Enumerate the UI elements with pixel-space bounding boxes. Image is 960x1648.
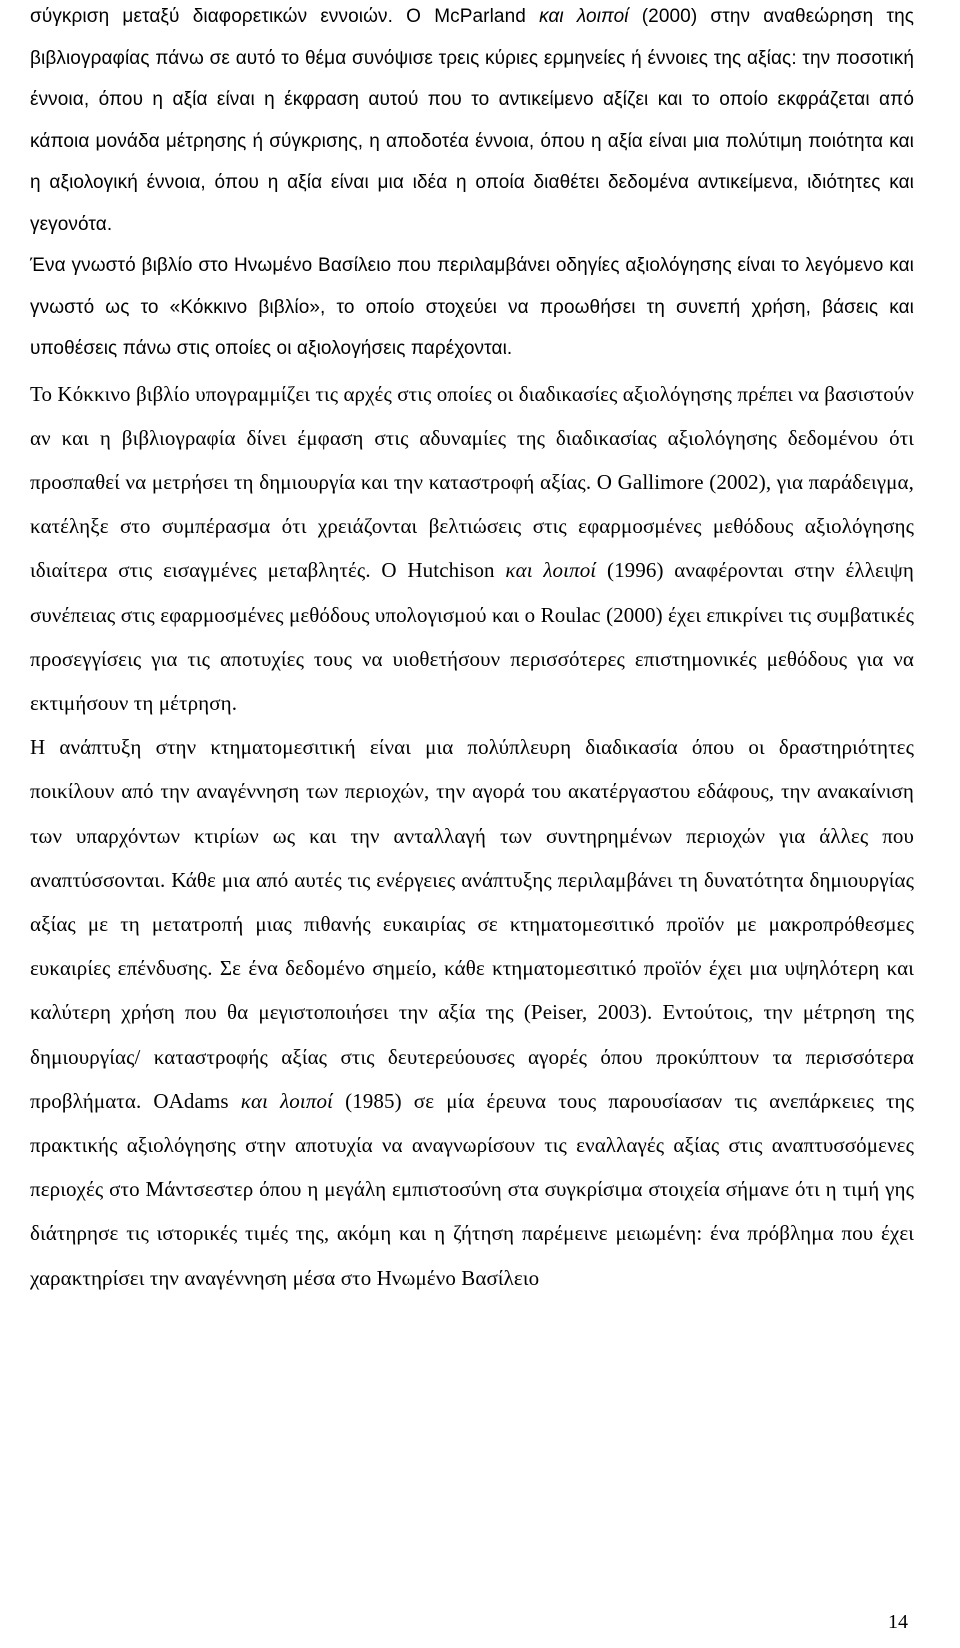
text-segment: (1996) αναφέρονται στην έλλειψη συνέπειας στις εφαρμοσμένες μεθόδους υπολογισμού και ο Roulac (2000) έχει επικρίνει τις συμβατικές προσεγγίσεις για τις αποτυχίες τους να υιοθετήσουν περισσότερες επιστημονικές μεθόδους για να εκτιμήσουν τη μέτρηση.	[30, 558, 914, 715]
italic-text-segment: και λοιποί	[240, 1088, 333, 1113]
text-segment: σύγκριση μεταξύ διαφορετικών εννοιών. Ο McParland	[30, 6, 540, 27]
text-segment: Η ανάπτυξη στην κτηματομεσιτική είναι μια πολύπλευρη διαδικασία όπου οι δραστηριότητες ποικίλουν από την αναγέννηση των περιοχών, την αγορά του ακατέργαστου εδάφους, την ανακαίνιση των υπαρχόντων κτιρίων ως και την ανταλλαγή των συντηρημένων περιοχών για άλλες που αναπτύσσονται. Κάθε μια από αυτές τις ενέργειες ανάπτυξης περιλαμβάνει τη δυνατότητα δημιουργίας αξίας με τη μετατροπή μιας πιθανής ευκαιρίας σε κτηματομεσιτικό προϊόν με μακροπρόθεσμες ευκαιρίες επένδυσης. Σε ένα δεδομένο σημείο, κάθε κτηματομεσιτικό προϊόν έχει μια υψηλότερη και καλύτερη χρήση που θα μεγιστοποιήσει την αξία της (Peiser, 2003). Εντούτοις, την μέτρηση της δημιουργίας/ καταστροφής αξίας στις δευτερεύουσες αγορές όπου προκύπτουν τα περισσότερα προβλήματα. ΟAdams	[30, 735, 914, 1113]
italic-text-segment: και λοιποί	[505, 558, 597, 583]
page-number: 14	[888, 1611, 908, 1633]
text-segment: Το Κόκκινο βιβλίο υπογραμμίζει τις αρχές στις οποίες οι διαδικασίες αξιολόγησης πρέπει να βασιστούν αν και η βιβλιογραφία δίνει έμφαση στις αδυναμίες της διαδικασίας αξιολόγησης δεδομένου ότι προσπαθεί να μετρήσει τη δημιουργία και την καταστροφή αξίας. Ο Gallimore (2002), για παράδειγμα, κατέληξε στο συμπέρασμα ότι χρειάζονται βελτιώσεις στις εφαρμοσμένες μεθόδους αξιολόγησης ιδιαίτερα στις εισαγμένες μεταβλητές. Ο Hutchison	[30, 381, 915, 583]
italic-text-segment: και λοιποί	[539, 6, 629, 27]
paragraph-real-estate-development	[30, 725, 914, 1300]
text-segment: (1985) σε μία έρευνα τους παρουσίασαν τις ανεπάρκειες της πρακτικής αξιολόγησης στην αποτυχία να αναγνωρίσουν τις εναλλαγές αξίας στις αναπτυσσόμενες περιοχές στο Μάντσεστερ όπου η μεγάλη εμπιστοσύνη στα συγκρίσιμα στοιχεία σήμανε ότι η τιμή γης διάτηρησε τις ιστορικές τιμές της, ακόμη και η ζήτηση παρέμεινε μειωμένη: ένα πρόβλημα που έχει χαρακτηρίσει την αναγέννηση μέσα στο Ηνωμένο Βασίλειο	[30, 1088, 914, 1290]
paragraph-red-book	[30, 245, 914, 370]
body-text	[30, 0, 914, 1300]
text-segment: Ένα γνωστό βιβλίο στο Ηνωμένο Βασίλειο που περιλαμβάνει οδηγίες αξιολόγησης είναι το λεγόμενο και γνωστό ως το «Κόκκινο βιβλίο», το οποίο στοχεύει να προωθήσει τη συνεπή χρήση, βάσεις και υποθέσεις πάνω στις οποίες οι αξιολογήσεις παρέχονται.	[30, 255, 914, 359]
paragraph-valuation-weaknesses	[30, 372, 914, 726]
text-segment: (2000) στην αναθεώρηση της βιβλιογραφίας πάνω σε αυτό το θέμα συνόψισε τρεις κύριες ερμηνείες ή έννοιες της αξίας: την ποσοτική έννοια, όπου η αξία είναι η έκφραση αυτού που το αντικείμενο αξίζει και το οποίο εκφράζεται από κάποια μονάδα μέτρησης ή σύγκρισης, η αποδοτέα έννοια, όπου η αξία είναι μια πολύτιμη ποιότητα και η αξιολογική έννοια, όπου η αξία είναι μια ιδέα η οποία διαθέτει δεδομένα αντικείμενα, ιδιότητες και γεγονότα.	[30, 6, 914, 235]
paragraph-value-concepts	[30, 0, 914, 245]
